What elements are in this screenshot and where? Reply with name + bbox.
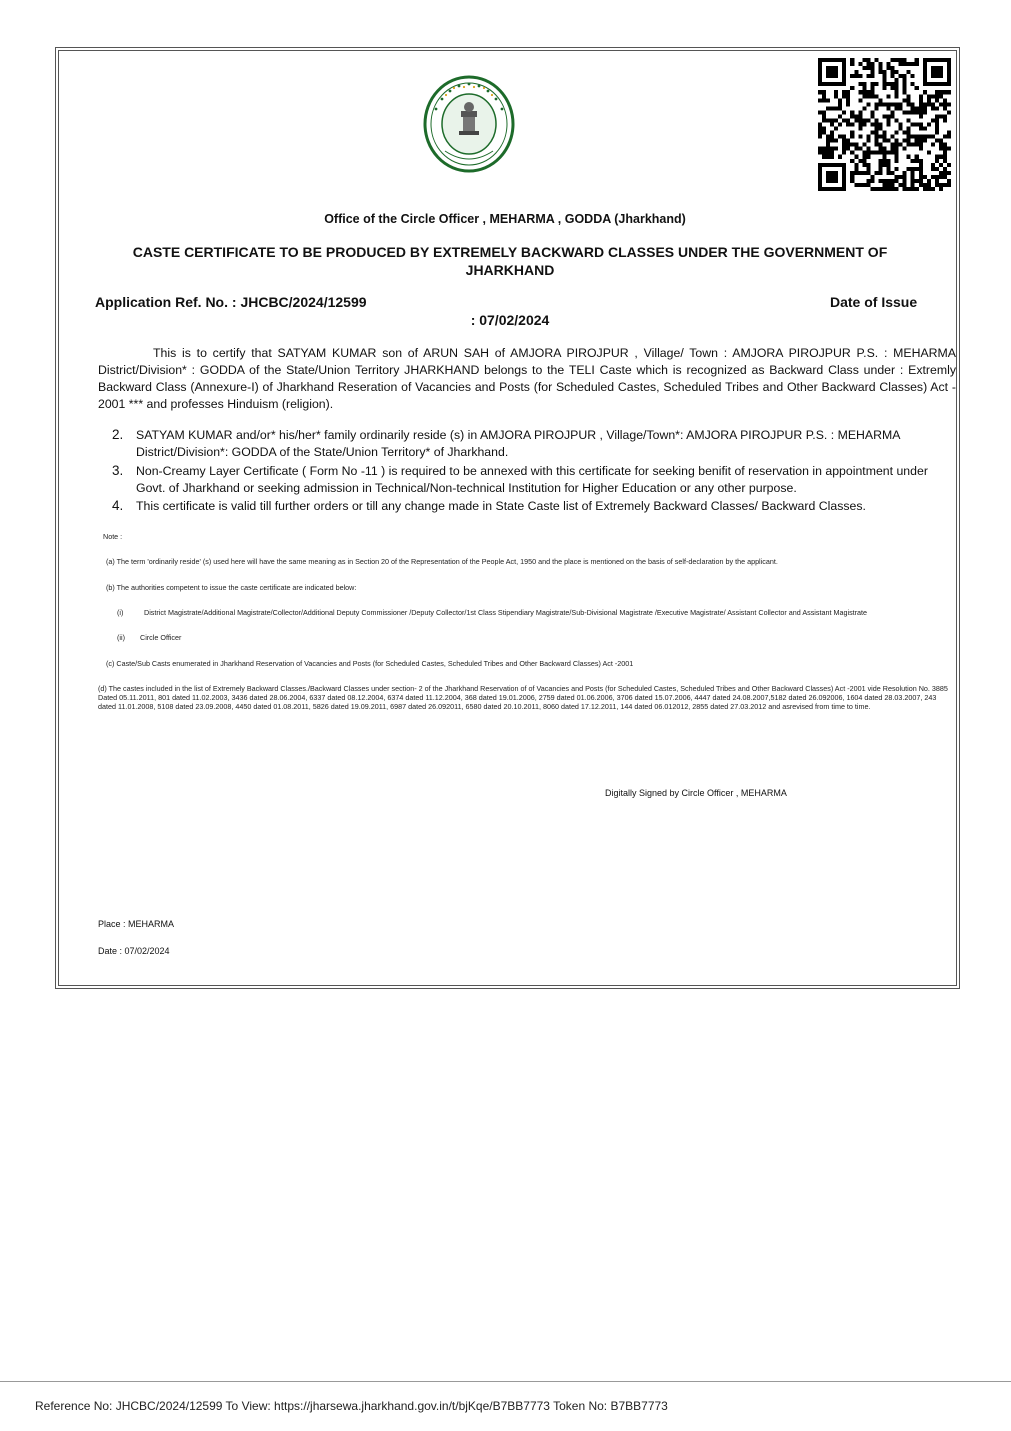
list-item-number: 3.: [112, 463, 124, 478]
list-item: [112, 427, 957, 461]
list-item-text: Non-Creamy Layer Certificate ( Form No -11 ) is required to be annexed with this certificate for seeking benifit of reservation in appointment under Govt. of Jharkhand or seeking admission in Technical/Non-technical Institution for Higher Education or any other purpose.: [136, 464, 928, 495]
office-line: Office of the Circle Officer , MEHARMA , GODDA (Jharkhand): [324, 212, 686, 226]
qr-code-icon: [818, 58, 951, 191]
certification-paragraph: This is to certify that SATYAM KUMAR son of ARUN SAH of AMJORA PIROJPUR , Village/ Town : AMJORA PIROJPUR P.S. : MEHARMA District/Division* : GODDA of the State/Union Territory JHARKHAND belongs to the TELI Caste which is recognized as Backward Class under : Extremly Backward Class (Annexure-I) of Jharkhand Reseration of Vacancies and Posts (for Scheduled Castes, Scheduled Tribes and Other Backward Classes) Act - 2001 *** and professes Hinduism (religion).: [98, 346, 956, 411]
list-item: [112, 498, 957, 515]
footer-divider: [0, 1381, 1011, 1382]
date-line: Date : 07/02/2024: [98, 946, 170, 956]
list-item-number: 4.: [112, 498, 124, 513]
date-of-issue-value: : 07/02/2024: [470, 312, 550, 328]
list-item-text: SATYAM KUMAR and/or* his/her* family ordinarily reside (s) in AMJORA PIROJPUR , Village/Town*: AMJORA PIROJPUR P.S. : MEHARMA District/Division*: GODDA of the State/Union Territory* of Jharkhand.: [136, 428, 900, 459]
place-line: Place : MEHARMA: [98, 919, 175, 929]
note-b-i-number: (i): [117, 608, 124, 617]
note-b-ii: Circle Officer: [140, 633, 182, 642]
note-b: (b) The authorities competent to issue the caste certificate are indicated below:: [106, 583, 357, 592]
list-item-number: 2.: [112, 427, 124, 442]
list-item-text: This certificate is valid till further orders or till any change made in State Caste list of Extremely Backward Classes/ Backward Classes.: [136, 499, 866, 513]
note-d: (d) The castes included in the list of Extremely Backward Classes./Backward Classes under section- 2 of the Jharkhand Reservation of of Vacancies and Posts (for Scheduled Castes, Scheduled Tribes and Other Backward Classes) Act -2001 vide Resolution No. 3885 Dated 05.11.2011, 801 dated 11.02.2003, 3436 dated 28.06.2004, 6337 dated 08.12.2004, 6374 dated 11.12.2004, 368 dated 19.01.2006, 2759 dated 01.06.2006, 3706 dated 15.07.2006, 4447 dated 24.08.2007,5182 dated 26.092006, 1604 dated 28.03.2007, 243 dated 11.01.2008, 5108 dated 23.09.2008, 4450 dated 01.08.2011, 5826 dated 19.09.2011, 6987 dated 26.092011, 6580 dated 20.10.2011, 8060 dated 17.12.2011, 144 dated 06.012012, 2855 dated 27.03.2012 and asrevised from time to time.: [98, 684, 948, 711]
date-of-issue-label: Date of Issue: [830, 294, 918, 310]
note-b-i: District Magistrate/Additional Magistrate/Collector/Additional Deputy Commissioner /Deputy Collector/1st Class Stipendiary Magistrate/Sub-Divisional Magistrate /Executive Magistrate/ Assistant Collector and Assistant Magistrate: [144, 608, 868, 617]
digital-signature-line: Digitally Signed by Circle Officer , MEHARMA: [605, 788, 787, 798]
list-item: [112, 463, 957, 497]
note-label: Note :: [103, 532, 123, 541]
certificate-title: CASTE CERTIFICATE TO BE PRODUCED BY EXTREMELY BACKWARD CLASSES UNDER THE GOVERNMENT OF JHARKHAND: [132, 244, 888, 278]
government-of-jharkhand-emblem-icon: [423, 75, 515, 173]
note-a: (a) The term 'ordinarily reside' (s) used here will have the same meaning as in Section 20 of the Representation of the People Act, 1950 and the place is mentioned on the basis of self-declaration by the applicant.: [106, 557, 778, 566]
note-b-ii-number: (ii): [117, 633, 125, 642]
application-ref: Application Ref. No. : JHCBC/2024/12599: [95, 294, 367, 310]
footer-reference: Reference No: JHCBC/2024/12599 To View: https://jharsewa.jharkhand.gov.in/t/bjKqe/B7BB7773 Token No: B7BB7773: [35, 1399, 668, 1413]
note-c: (c) Caste/Sub Casts enumerated in Jharkhand Reservation of Vacancies and Posts (for Scheduled Castes, Scheduled Tribes and Other Backward Classes) Act -2001: [106, 659, 634, 668]
